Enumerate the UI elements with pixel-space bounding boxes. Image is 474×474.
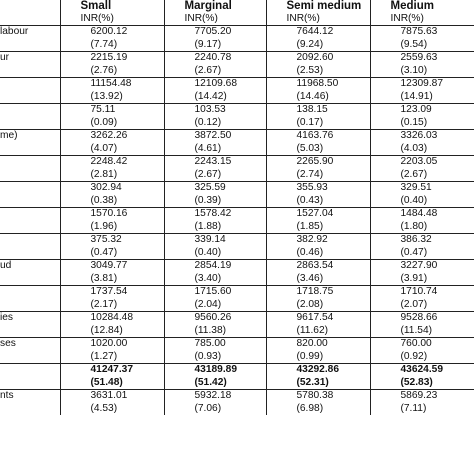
row-label-blank: [0, 39, 60, 52]
percent-cell: (14.46): [266, 91, 370, 104]
value-cell: 3262.26: [60, 130, 164, 143]
row-label: [0, 234, 60, 247]
percent-cell: (0.40): [164, 247, 266, 260]
value-cell: 7875.63: [370, 26, 474, 39]
row-label: [0, 208, 60, 221]
table-row: [0, 299, 474, 312]
row-label: nts: [0, 390, 60, 403]
row-label: ur: [0, 52, 60, 65]
percent-cell: (4.53): [60, 403, 164, 416]
row-label: me): [0, 130, 60, 143]
table-row: [0, 65, 474, 78]
value-cell: 3049.77: [60, 260, 164, 273]
table-row: [0, 52, 474, 65]
percent-cell: (2.17): [60, 299, 164, 312]
header-label-cell: [0, 12, 60, 26]
value-cell: 1718.75: [266, 286, 370, 299]
row-label: [0, 286, 60, 299]
value-cell: 12309.87: [370, 78, 474, 91]
value-cell: 386.32: [370, 234, 474, 247]
column-header: Marginal: [164, 0, 266, 12]
row-label-blank: [0, 351, 60, 364]
value-cell: 302.94: [60, 182, 164, 195]
percent-cell: (0.93): [164, 351, 266, 364]
percent-cell: (6.98): [266, 403, 370, 416]
value-cell: 41247.37: [60, 364, 164, 377]
percent-cell: (9.54): [370, 39, 474, 52]
percent-cell: (51.48): [60, 377, 164, 390]
percent-cell: (14.91): [370, 91, 474, 104]
value-cell: 355.93: [266, 182, 370, 195]
value-cell: 43624.59: [370, 364, 474, 377]
percent-cell: (7.06): [164, 403, 266, 416]
value-cell: 1710.74: [370, 286, 474, 299]
percent-cell: (11.54): [370, 325, 474, 338]
percent-cell: (9.24): [266, 39, 370, 52]
percent-cell: (52.83): [370, 377, 474, 390]
percent-cell: (2.67): [370, 169, 474, 182]
percent-cell: (0.47): [370, 247, 474, 260]
percent-cell: (1.27): [60, 351, 164, 364]
value-cell: 7705.20: [164, 26, 266, 39]
value-cell: 325.59: [164, 182, 266, 195]
table-row: [0, 221, 474, 234]
table-row: [0, 130, 474, 143]
value-cell: 2248.42: [60, 156, 164, 169]
percent-cell: (3.81): [60, 273, 164, 286]
value-cell: 43189.89: [164, 364, 266, 377]
percent-cell: (0.15): [370, 117, 474, 130]
row-label: ses: [0, 338, 60, 351]
table-row: [0, 182, 474, 195]
row-label: [0, 104, 60, 117]
percent-cell: (9.17): [164, 39, 266, 52]
row-label-blank: [0, 325, 60, 338]
value-cell: 1484.48: [370, 208, 474, 221]
percent-cell: (1.80): [370, 221, 474, 234]
header-row-units: [0, 12, 474, 26]
value-cell: 329.51: [370, 182, 474, 195]
value-cell: 3227.90: [370, 260, 474, 273]
row-label-blank: [0, 403, 60, 416]
value-cell: 2265.90: [266, 156, 370, 169]
value-cell: 6200.12: [60, 26, 164, 39]
percent-cell: (3.46): [266, 273, 370, 286]
value-cell: 2243.15: [164, 156, 266, 169]
value-cell: 785.00: [164, 338, 266, 351]
percent-cell: (0.38): [60, 195, 164, 208]
unit-header: INR(%): [370, 12, 474, 26]
percent-cell: (3.40): [164, 273, 266, 286]
table-row: [0, 338, 474, 351]
row-label-blank: [0, 299, 60, 312]
percent-cell: (0.39): [164, 195, 266, 208]
value-cell: 5869.23: [370, 390, 474, 403]
table-row: [0, 403, 474, 416]
value-cell: 2559.63: [370, 52, 474, 65]
row-label-blank: [0, 247, 60, 260]
table-row: [0, 247, 474, 260]
table-row: [0, 351, 474, 364]
percent-cell: (1.96): [60, 221, 164, 234]
value-cell: 9560.26: [164, 312, 266, 325]
header-row-columns: [0, 0, 474, 12]
table-row: [0, 169, 474, 182]
value-cell: 7644.12: [266, 26, 370, 39]
value-cell: 2240.78: [164, 52, 266, 65]
percent-cell: (3.91): [370, 273, 474, 286]
table-row: [0, 377, 474, 390]
value-cell: 1020.00: [60, 338, 164, 351]
row-label: [0, 78, 60, 91]
table-row: [0, 39, 474, 52]
value-cell: 12109.68: [164, 78, 266, 91]
table-row: [0, 78, 474, 91]
row-label: [0, 156, 60, 169]
value-cell: 820.00: [266, 338, 370, 351]
table-row: [0, 143, 474, 156]
table-body: [0, 26, 474, 416]
value-cell: 1578.42: [164, 208, 266, 221]
value-cell: 2092.60: [266, 52, 370, 65]
percent-cell: (2.07): [370, 299, 474, 312]
column-header: Semi medium: [266, 0, 370, 12]
unit-header: INR(%): [60, 12, 164, 26]
value-cell: 138.15: [266, 104, 370, 117]
percent-cell: (0.47): [60, 247, 164, 260]
row-label-blank: [0, 377, 60, 390]
value-cell: 5932.18: [164, 390, 266, 403]
percent-cell: (11.62): [266, 325, 370, 338]
percent-cell: (3.10): [370, 65, 474, 78]
percent-cell: (4.07): [60, 143, 164, 156]
value-cell: 2854.19: [164, 260, 266, 273]
table-row: [0, 104, 474, 117]
percent-cell: (2.76): [60, 65, 164, 78]
percent-cell: (0.09): [60, 117, 164, 130]
percent-cell: (0.92): [370, 351, 474, 364]
percent-cell: (2.08): [266, 299, 370, 312]
value-cell: 2863.54: [266, 260, 370, 273]
percent-cell: (0.99): [266, 351, 370, 364]
table-row: [0, 117, 474, 130]
percent-cell: (0.43): [266, 195, 370, 208]
percent-cell: (0.17): [266, 117, 370, 130]
table-row: [0, 208, 474, 221]
value-cell: 9617.54: [266, 312, 370, 325]
table-row: [0, 312, 474, 325]
percent-cell: (51.42): [164, 377, 266, 390]
percent-cell: (1.85): [266, 221, 370, 234]
value-cell: 760.00: [370, 338, 474, 351]
percent-cell: (2.74): [266, 169, 370, 182]
value-cell: 2203.05: [370, 156, 474, 169]
value-cell: 3872.50: [164, 130, 266, 143]
value-cell: 382.92: [266, 234, 370, 247]
value-cell: 43292.86: [266, 364, 370, 377]
table-row: [0, 364, 474, 377]
row-label: labour: [0, 26, 60, 39]
value-cell: 3631.01: [60, 390, 164, 403]
row-label: ud: [0, 260, 60, 273]
percent-cell: (0.46): [266, 247, 370, 260]
table-row: [0, 91, 474, 104]
percent-cell: (2.04): [164, 299, 266, 312]
value-cell: 123.09: [370, 104, 474, 117]
value-cell: 375.32: [60, 234, 164, 247]
table-row: [0, 273, 474, 286]
value-cell: 11968.50: [266, 78, 370, 91]
percent-cell: (14.42): [164, 91, 266, 104]
table-row: [0, 325, 474, 338]
table-row: [0, 195, 474, 208]
row-label-blank: [0, 221, 60, 234]
percent-cell: (4.03): [370, 143, 474, 156]
percent-cell: (2.67): [164, 169, 266, 182]
column-header: Medium: [370, 0, 474, 12]
row-label-blank: [0, 273, 60, 286]
row-label: ies: [0, 312, 60, 325]
row-label-blank: [0, 65, 60, 78]
column-header: Small: [60, 0, 164, 12]
percent-cell: (0.12): [164, 117, 266, 130]
row-label: [0, 364, 60, 377]
percent-cell: (4.61): [164, 143, 266, 156]
unit-header: INR(%): [266, 12, 370, 26]
table-row: [0, 260, 474, 273]
table-row: [0, 156, 474, 169]
value-cell: 75.11: [60, 104, 164, 117]
header-label-cell: [0, 0, 60, 12]
unit-header: INR(%): [164, 12, 266, 26]
value-cell: 339.14: [164, 234, 266, 247]
row-label-blank: [0, 169, 60, 182]
value-cell: 1527.04: [266, 208, 370, 221]
value-cell: 103.53: [164, 104, 266, 117]
percent-cell: (52.31): [266, 377, 370, 390]
percent-cell: (7.74): [60, 39, 164, 52]
percent-cell: (11.38): [164, 325, 266, 338]
percent-cell: (0.40): [370, 195, 474, 208]
value-cell: 3326.03: [370, 130, 474, 143]
percent-cell: (2.81): [60, 169, 164, 182]
row-label: [0, 182, 60, 195]
row-label-blank: [0, 117, 60, 130]
table-row: [0, 26, 474, 39]
row-label-blank: [0, 195, 60, 208]
value-cell: 1715.60: [164, 286, 266, 299]
value-cell: 9528.66: [370, 312, 474, 325]
value-cell: 4163.76: [266, 130, 370, 143]
value-cell: 11154.48: [60, 78, 164, 91]
table-row: [0, 390, 474, 403]
value-cell: 1737.54: [60, 286, 164, 299]
percent-cell: (12.84): [60, 325, 164, 338]
value-cell: 5780.38: [266, 390, 370, 403]
table-row: [0, 286, 474, 299]
value-cell: 1570.16: [60, 208, 164, 221]
row-label-blank: [0, 143, 60, 156]
percent-cell: (2.67): [164, 65, 266, 78]
row-label-blank: [0, 91, 60, 104]
percent-cell: (5.03): [266, 143, 370, 156]
percent-cell: (7.11): [370, 403, 474, 416]
value-cell: 10284.48: [60, 312, 164, 325]
percent-cell: (2.53): [266, 65, 370, 78]
percent-cell: (13.92): [60, 91, 164, 104]
value-cell: 2215.19: [60, 52, 164, 65]
table-row: [0, 234, 474, 247]
percent-cell: (1.88): [164, 221, 266, 234]
